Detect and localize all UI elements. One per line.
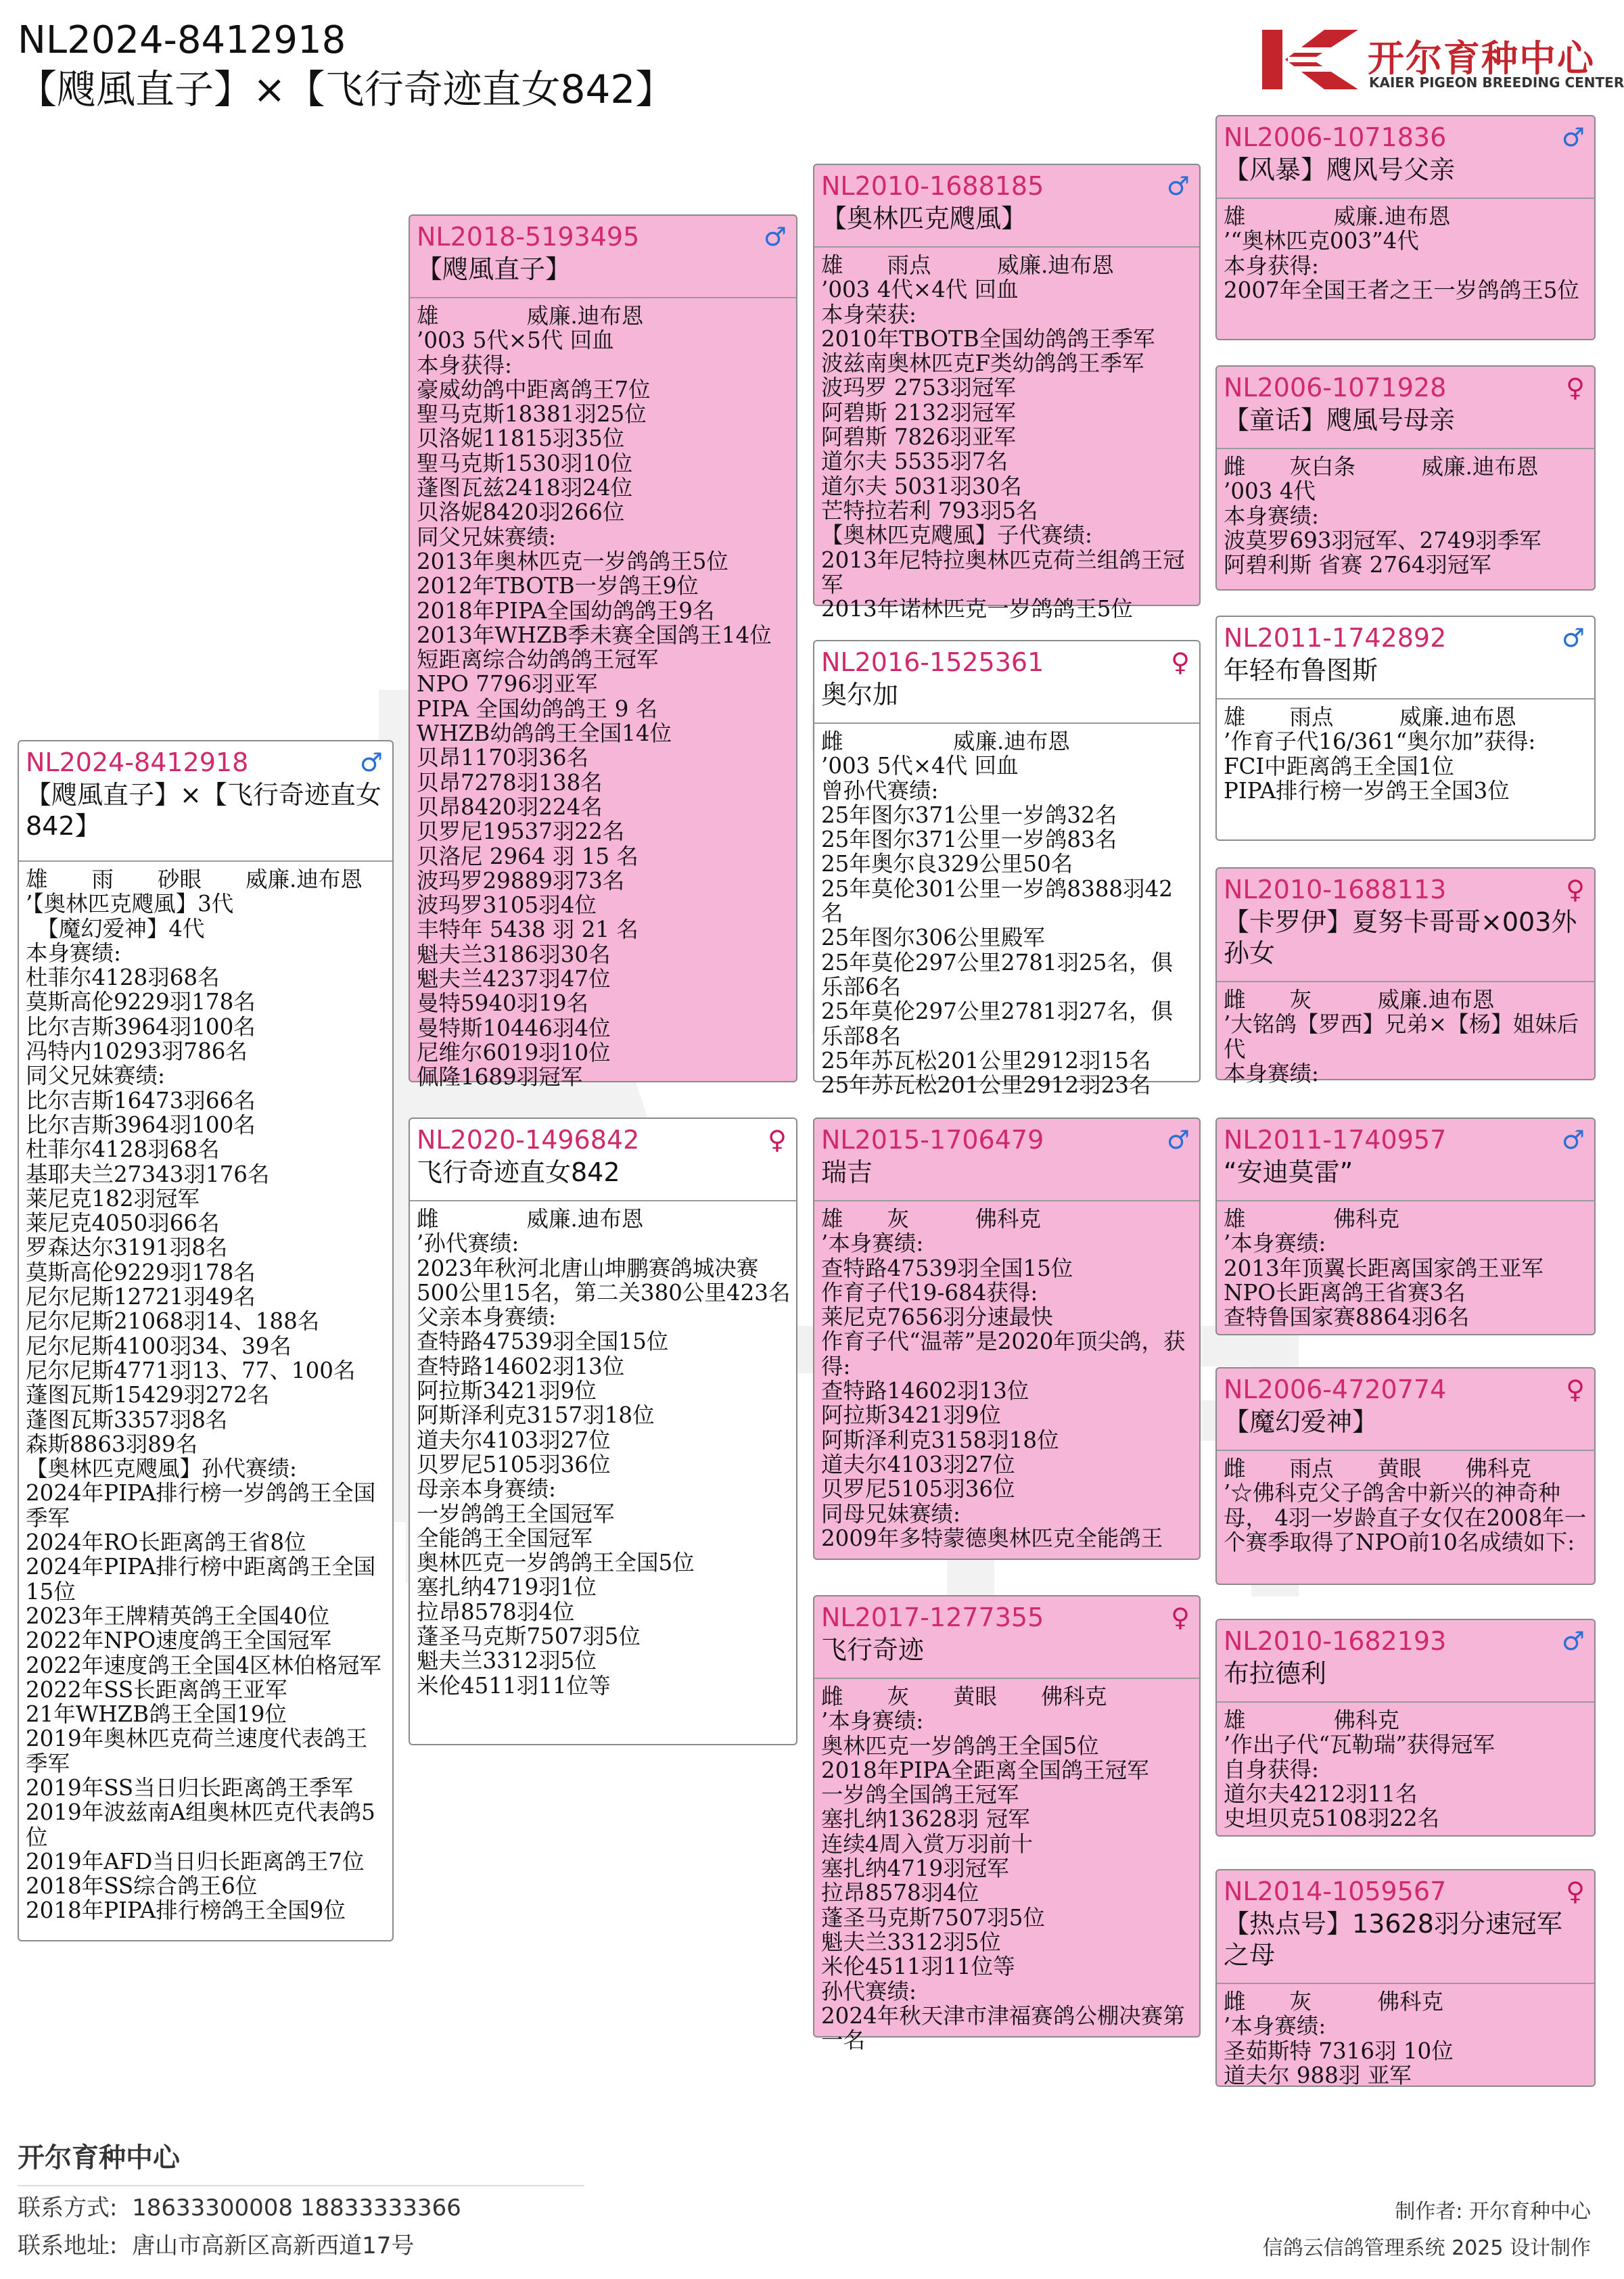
- footer-system: 信鸽云信鸽管理系统 2025 设计制作: [1262, 2236, 1591, 2260]
- card-sire[interactable]: [409, 214, 797, 1090]
- pigeon-details: 雌 灰 佛科克 ’本身赛绩: 圣茹斯特 7316羽 10位 道夫尔 988羽 亚军: [1224, 1989, 1454, 2088]
- pigeon-details: 雌 雨点 黄眼 佛科克 ’☆佛科克父子鸽舍中新兴的神奇种母， 4羽一岁龄直子女仅在2008年一个赛季取得了NPO前10名成绩如下:: [1224, 1456, 1587, 1555]
- brand-logo: [1259, 26, 1624, 93]
- ring-number: NL2006-1071836: [1224, 122, 1447, 152]
- pigeon-details: 雌 灰白条 威廉.迪布恩 ’003 4代 本身赛绩: 波莫罗693羽冠军、2749羽季军 阿碧利斯 省赛 2764羽冠军: [1224, 454, 1541, 578]
- pigeon-name: 奥尔加: [821, 680, 899, 710]
- card-divider: [814, 722, 1199, 724]
- pigeon-details: 雄 雨点 威廉.迪布恩 ’003 4代×4代 回血 本身荣获: 2010年TBOTB全国幼鸽鸽王季军 波兹南奥林匹克F类幼鸽鸽王季军 波玛罗 2753羽冠军 阿碧斯 2132羽冠军 阿碧斯 7826羽亚军 道尔夫 5535羽7名 道尔夫 5031羽30名 芒特拉若利 793羽5名 【奥林匹克飕風】子代赛绩: 2013年尼特拉奥林匹克荷兰组鸽王冠军 2013年诺林匹克一岁鸽鸽王5位: [821, 252, 1185, 622]
- pigeon-details: 雌 灰 威廉.迪布恩 ’大铭鸽【罗西】兄弟×【杨】姐妹后代 本身赛绩:: [1224, 987, 1579, 1086]
- pigeon-details: 雌 威廉.迪布恩 ’孙代赛绩: 2023年秋河北唐山坤鹏赛鸽城决赛500公里15名，第二关380公里423名 父亲本身赛绩: 查特路47539羽全国15位 查特路14602羽13位 阿拉斯3421羽9位 阿斯泽利克3157羽18位 道夫尔4103羽27位 贝罗尼5105羽36位 母亲本身赛绩: 一岁鸽鸽王全国冠军 全能鸽王全国冠军 奥林匹克一岁鸽鸽王全国5位 塞扎纳4719羽1位 拉昂8578羽4位 蓬圣马克斯7507羽5位 魁夫兰3312羽5位 米伦4511羽11位等: [417, 1206, 791, 1699]
- ring-number: NL2015-1706479: [821, 1125, 1044, 1155]
- card-divider: [1217, 1200, 1594, 1201]
- male-icon: ♂: [359, 747, 383, 777]
- logo-english: KAIER PIGEON BREEDING CENTER: [1369, 74, 1624, 91]
- card-sire-dam[interactable]: [813, 640, 1201, 1099]
- card-dss[interactable]: [1215, 1118, 1596, 1335]
- card-divider: [814, 1678, 1199, 1679]
- card-dam-dam[interactable]: [813, 1595, 1201, 2054]
- pigeon-details: 雄 佛科克 ’本身赛绩: 2013年顶翼长距离国家鸽王亚军 NPO长距离鸽王省赛3名 查特鲁国家赛8864羽6名: [1224, 1206, 1544, 1331]
- ring-number: NL2011-1742892: [1224, 623, 1447, 653]
- male-icon: ♂: [1561, 122, 1585, 152]
- footer-maker: 制作者: 开尔育种中心: [1395, 2200, 1591, 2224]
- pigeon-name: 【风暴】飕风号父亲: [1224, 155, 1456, 185]
- female-icon: ♀: [768, 1125, 787, 1155]
- card-sds[interactable]: [1215, 616, 1596, 841]
- pigeon-name: 【魔幻爱神】: [1224, 1407, 1378, 1437]
- ring-number: NL2010-1682193: [1224, 1626, 1447, 1656]
- pigeon-name: 【热点号】13628羽分速冠军之母: [1224, 1909, 1562, 1970]
- ring-number: NL2006-1071928: [1224, 373, 1447, 402]
- card-dsd[interactable]: [1215, 1367, 1596, 1585]
- card-divider: [814, 1200, 1199, 1201]
- card-dam[interactable]: [409, 1118, 797, 1745]
- ring-number: NL2017-1277355: [821, 1603, 1044, 1632]
- pigeon-details: 雄 威廉.迪布恩 ’003 5代×5代 回血 本身获得: 豪威幼鸽中距离鸽王7位 聖马克斯18381羽25位 贝洛妮11815羽35位 聖马克斯1530羽10位 蓬图瓦兹2418羽24位 贝洛妮8420羽266位 同父兄妹赛绩: 2013年奥林匹克一岁鸽鸽王5位 2012年TBOTB一岁鸽王9位 2018年PIPA全国幼鸽鸽王9名 2013年WHZB季未赛全国鸽王14位 短距离综合幼鸽鸽王冠军 NPO 7796羽亚军 PIPA 全国幼鸽鸽王 9 名 WHZB幼鸽鸽王全国14位 贝昂1170羽36名 贝昂7278羽138名 贝昂8420羽224名 贝罗尼19537羽22名 贝洛尼 2964 羽 15 名 波玛罗29889羽73名 波玛罗3105羽4位 丰特年 5438 羽 21 名 魁夫兰3186羽30名 魁夫兰4237羽47位 曼特5940羽19名 曼特斯10446羽4位 尼维尔6019羽10位 佩隆1689羽冠军: [417, 303, 772, 1090]
- ring-number: NL2020-1496842: [417, 1125, 640, 1155]
- card-divider: [410, 1200, 796, 1201]
- pigeon-details: 雌 威廉.迪布恩 ’003 5代×4代 回血 曾孙代赛绩: 25年图尔371公里一岁鸽32名 25年图尔371公里一岁鸽83名 25年奥尔良329公里50名 25年莫伦301公里一岁鸽8388羽42名 25年图尔306公里殿军 25年莫伦297公里2781羽25名，俱乐部6名 25年莫伦297公里2781羽27名，俱乐部8名 25年苏瓦松201公里2912羽15名 25年苏瓦松201公里2912羽23名: [821, 729, 1173, 1099]
- ring-number: NL2016-1525361: [821, 647, 1044, 677]
- footer-org: 开尔育种中心: [18, 2142, 180, 2173]
- header-title: 【飕風直子】×【飞行奇迹直女842】: [18, 66, 675, 112]
- card-divider: [19, 860, 392, 862]
- card-sdd[interactable]: [1215, 867, 1596, 1086]
- ring-number: NL2006-4720774: [1224, 1375, 1447, 1404]
- kaier-logo-icon: [1259, 26, 1361, 93]
- pigeon-name: 【奥林匹克飕風】: [821, 204, 1027, 233]
- logo-name: 开尔育种中心: [1368, 37, 1595, 80]
- female-icon: ♀: [1171, 1603, 1190, 1632]
- pigeon-name: “安迪莫雷”: [1224, 1157, 1353, 1187]
- address-label: 联系地址:: [18, 2232, 118, 2259]
- male-icon: ♂: [1561, 623, 1585, 653]
- ring-number: NL2018-5193495: [417, 222, 640, 252]
- card-divider: [1217, 448, 1594, 449]
- footer-contact: [18, 2189, 461, 2222]
- card-divider: [410, 297, 796, 298]
- card-divider: [1217, 981, 1594, 982]
- female-icon: ♀: [1566, 875, 1585, 904]
- card-divider: [1217, 198, 1594, 199]
- contact-phone: 18633300008 18833333366: [132, 2194, 461, 2222]
- pigeon-name: 【飕風直子】: [417, 254, 572, 284]
- pigeon-details: 雄 佛科克 ’作出子代“瓦勒瑞”获得冠军 自身获得: 道尔夫4212羽11名 史坦贝克5108羽22名: [1224, 1707, 1495, 1832]
- card-divider: [1217, 1701, 1594, 1703]
- pigeon-name: 【童话】飕風号母亲: [1224, 405, 1456, 435]
- pigeon-details: 雄 雨 砂眼 威廉.迪布恩 ’【奥林匹克飕風】3代 【魔幻爱神】4代 本身赛绩: 杜菲尔4128羽68名 莫斯高伦9229羽178名 比尔吉斯3964羽100名 冯特内10293羽786名 同父兄妹赛绩: 比尔吉斯16473羽66名 比尔吉斯3964羽100名 杜菲尔4128羽68名 基耶夫兰27343羽176名 莱尼克182羽冠军 莱尼克4050羽66名 罗森达尔3191羽8名 莫斯高伦9229羽178名 尼尔尼斯12721羽49名 尼尔尼斯21068羽14、188名 尼尔尼斯4100羽34、39名 尼尔尼斯4771羽13、77、100名 蓬图瓦斯15429羽272名 蓬图瓦斯3357羽8名 森斯8863羽89名 【奥林匹克飕風】孙代赛绩: 2024年PIPA排行榜一岁鸽鸽王全国季军 2024年RO长距离鸽王省8位 2024年PIPA排行榜中距离鸽王全国15位 2023年王牌精英鸽王全国40位 2022年NPO速度鸽王全国冠军 2022年速度鸽王全国4区林伯格冠军 2022年SS长距离鸽王亚军 21年WHZB鸽王全国19位 2019年奥林匹克荷兰速度代表鸽王季军 2019年SS当日归长距离鸽王季军 2019年波兹南A组奥林匹克代表鸽5位 2019年AFD当日归长距离鸽王7位 2018年SS综合鸽王6位 2018年PIPA排行榜鸽王全国9位: [26, 867, 381, 1924]
- male-icon: ♂: [1166, 1125, 1190, 1155]
- male-icon: ♂: [1561, 1626, 1585, 1656]
- card-dds[interactable]: [1215, 1619, 1596, 1837]
- card-sss[interactable]: [1215, 115, 1596, 340]
- pigeon-details: 雌 灰 黄眼 佛科克 ’本身赛绩: 奥林匹克一岁鸽鸽王全国5位 2018年PIPA全距离全国鸽王冠军 一岁鸽全国鸽王冠军 塞扎纳13628羽 冠军 连续4周入赏万羽前十 塞扎纳4719羽冠军 拉昂8578羽4位 蓬圣马克斯7507羽5位 魁夫兰3312羽5位 米伦4511羽11位等 孙代赛绩: 2024年秋天津市津福赛鸽公棚决赛第一名: [821, 1684, 1185, 2054]
- pigeon-name: 飞行奇迹直女842: [417, 1157, 620, 1187]
- pigeon-details: 雄 雨点 威廉.迪布恩 ’作育子代16/361“奥尔加”获得: FCI中距离鸽王全国1位 PIPA排行榜一岁鸽王全国3位: [1224, 704, 1536, 804]
- ring-number: NL2014-1059567: [1224, 1877, 1447, 1906]
- male-icon: ♂: [1561, 1125, 1585, 1155]
- contact-label: 联系方式:: [18, 2194, 118, 2222]
- card-ddd[interactable]: [1215, 1869, 1596, 2087]
- female-icon: ♀: [1566, 1375, 1585, 1404]
- card-divider: [1217, 698, 1594, 699]
- footer-address: [18, 2227, 414, 2260]
- female-icon: ♀: [1566, 373, 1585, 402]
- pigeon-name: 瑞吉: [821, 1157, 873, 1187]
- pigeon-details: 雄 灰 佛科克 ’本身赛绩: 查特路47539羽全国15位 作育子代19-684获得: 莱尼克7656羽分速最快 作育子代“温蒂”是2020年顶尖鸽，获得: 查特路14602羽13位 阿拉斯3421羽9位 阿斯泽利克3158羽18位 道夫尔4103羽27位 贝罗尼5105羽36位 同母兄妹赛绩: 2009年多特蒙德奥林匹克全能鸽王: [821, 1206, 1186, 1551]
- male-icon: ♂: [1166, 171, 1190, 201]
- card-subject[interactable]: [18, 740, 394, 1941]
- address-text: 唐山市高新区高新西道17号: [132, 2232, 415, 2259]
- ring-number: NL2011-1740957: [1224, 1125, 1447, 1155]
- card-dam-sire[interactable]: [813, 1118, 1201, 1560]
- footer-divider: [18, 2185, 584, 2186]
- card-ssd[interactable]: [1215, 365, 1596, 591]
- male-icon: ♂: [763, 222, 787, 252]
- ring-number: NL2010-1688185: [821, 171, 1044, 201]
- header-ring: NL2024-8412918: [18, 18, 346, 62]
- ring-number: NL2024-8412918: [26, 747, 249, 777]
- pigeon-name: 【飕風直子】×【飞行奇迹直女842】: [26, 780, 381, 841]
- card-sire-sire[interactable]: [813, 164, 1201, 622]
- pigeon-name: 【卡罗伊】夏努卡哥哥×003外孙女: [1224, 907, 1577, 968]
- ring-number: NL2010-1688113: [1224, 875, 1447, 904]
- pigeon-name: 飞行奇迹: [821, 1635, 925, 1665]
- female-icon: ♀: [1171, 647, 1190, 677]
- pigeon-name: 布拉德利: [1224, 1659, 1327, 1688]
- card-divider: [1217, 1450, 1594, 1451]
- card-divider: [1217, 1983, 1594, 1984]
- female-icon: ♀: [1566, 1877, 1585, 1906]
- pigeon-details: 雄 威廉.迪布恩 ’“奥林匹克003”4代 本身获得: 2007年全国王者之王一岁鸽鸽王5位: [1224, 204, 1579, 303]
- pigeon-name: 年轻布鲁图斯: [1224, 655, 1378, 685]
- card-divider: [814, 246, 1199, 248]
